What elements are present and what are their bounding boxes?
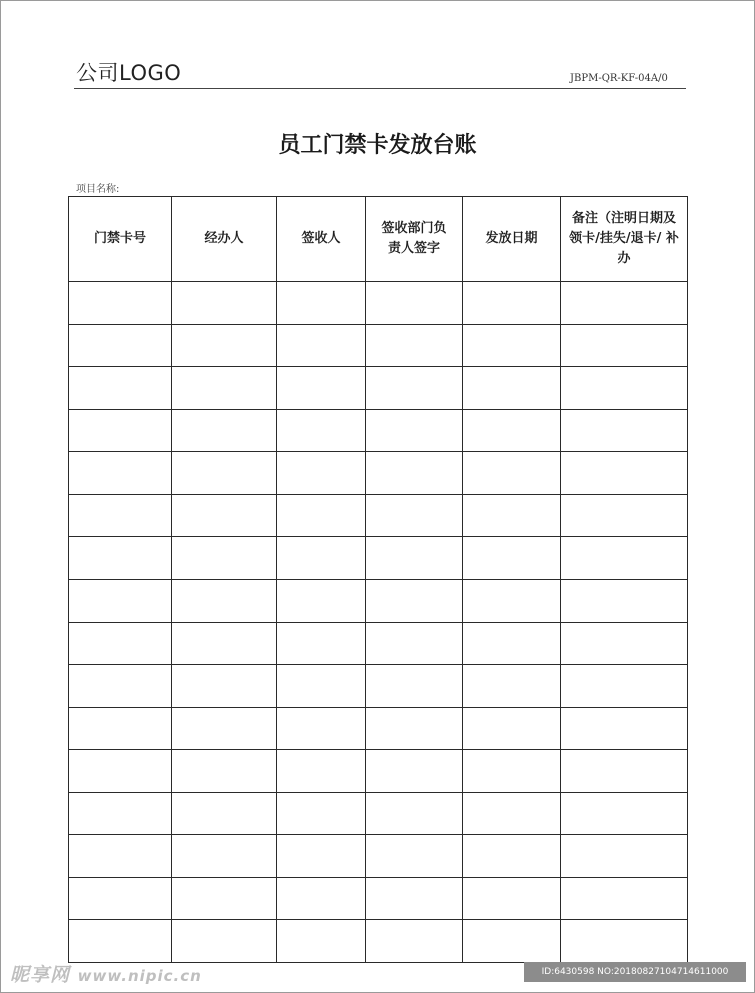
- table-cell[interactable]: [366, 622, 463, 665]
- table-cell[interactable]: [69, 452, 172, 495]
- table-cell[interactable]: [366, 324, 463, 367]
- table-cell[interactable]: [463, 409, 561, 452]
- table-cell[interactable]: [172, 494, 277, 537]
- table-cell[interactable]: [277, 707, 366, 750]
- ledger-table-body: [69, 282, 688, 963]
- table-cell[interactable]: [561, 367, 688, 410]
- table-cell[interactable]: [69, 579, 172, 622]
- table-cell[interactable]: [366, 835, 463, 878]
- column-header-remarks: 备注（注明日期及领卡/挂失/退卡/ 补办: [561, 197, 688, 282]
- table-cell[interactable]: [463, 750, 561, 793]
- table-row: [69, 665, 688, 708]
- table-cell[interactable]: [561, 409, 688, 452]
- column-header-issue-date: 发放日期: [463, 197, 561, 282]
- table-cell[interactable]: [172, 367, 277, 410]
- table-row: [69, 494, 688, 537]
- table-cell[interactable]: [69, 537, 172, 580]
- watermark-url: www.nipic.cn: [77, 967, 202, 985]
- page-title: 员工门禁卡发放台账: [278, 133, 477, 158]
- table-cell[interactable]: [561, 707, 688, 750]
- table-cell[interactable]: [277, 920, 366, 963]
- table-cell[interactable]: [463, 282, 561, 325]
- table-cell[interactable]: [366, 579, 463, 622]
- table-cell[interactable]: [172, 452, 277, 495]
- table-cell[interactable]: [366, 282, 463, 325]
- table-cell[interactable]: [277, 792, 366, 835]
- table-cell[interactable]: [69, 792, 172, 835]
- table-row: [69, 452, 688, 495]
- table-cell[interactable]: [561, 877, 688, 920]
- table-cell[interactable]: [172, 282, 277, 325]
- table-cell[interactable]: [561, 920, 688, 963]
- table-cell[interactable]: [463, 537, 561, 580]
- table-cell[interactable]: [463, 622, 561, 665]
- watermark: [10, 960, 202, 987]
- table-cell[interactable]: [366, 409, 463, 452]
- table-cell[interactable]: [172, 920, 277, 963]
- table-row: [69, 707, 688, 750]
- table-cell[interactable]: [366, 537, 463, 580]
- table-row: [69, 367, 688, 410]
- table-cell[interactable]: [69, 367, 172, 410]
- table-cell[interactable]: [463, 835, 561, 878]
- table-cell[interactable]: [277, 835, 366, 878]
- table-cell[interactable]: [561, 750, 688, 793]
- project-name-label: 项目名称:: [76, 184, 120, 195]
- table-row: [69, 579, 688, 622]
- table-row: [69, 877, 688, 920]
- table-cell[interactable]: [463, 920, 561, 963]
- table-cell[interactable]: [69, 324, 172, 367]
- table-row: [69, 792, 688, 835]
- table-row: [69, 920, 688, 963]
- table-cell[interactable]: [172, 877, 277, 920]
- table-cell[interactable]: [561, 324, 688, 367]
- table-cell[interactable]: [277, 282, 366, 325]
- table-row: [69, 835, 688, 878]
- table-cell[interactable]: [366, 367, 463, 410]
- table-cell[interactable]: [277, 324, 366, 367]
- table-cell[interactable]: [172, 622, 277, 665]
- table-cell[interactable]: [561, 579, 688, 622]
- table-cell[interactable]: [463, 494, 561, 537]
- table-cell[interactable]: [172, 792, 277, 835]
- table-cell[interactable]: [172, 409, 277, 452]
- table-cell[interactable]: [463, 707, 561, 750]
- table-cell[interactable]: [561, 835, 688, 878]
- table-row: [69, 282, 688, 325]
- column-header-dept-head-signature: 签收部门负责人签字: [366, 197, 463, 282]
- table-cell[interactable]: [561, 665, 688, 708]
- company-logo: 公司LOGO: [76, 61, 182, 85]
- table-cell[interactable]: [463, 452, 561, 495]
- table-cell[interactable]: [277, 409, 366, 452]
- table-cell[interactable]: [561, 537, 688, 580]
- table-cell[interactable]: [69, 665, 172, 708]
- table-cell[interactable]: [463, 579, 561, 622]
- table-cell[interactable]: [366, 877, 463, 920]
- document-code: JBPM-QR-KF-04A/0: [570, 73, 668, 84]
- table-cell[interactable]: [172, 835, 277, 878]
- table-cell[interactable]: [69, 622, 172, 665]
- table-header-row: [69, 197, 688, 282]
- table-cell[interactable]: [172, 324, 277, 367]
- table-cell[interactable]: [277, 367, 366, 410]
- table-cell[interactable]: [366, 452, 463, 495]
- table-cell[interactable]: [561, 494, 688, 537]
- table-cell[interactable]: [277, 877, 366, 920]
- table-cell[interactable]: [69, 707, 172, 750]
- table-cell[interactable]: [463, 877, 561, 920]
- header-divider: [74, 88, 686, 89]
- table-cell[interactable]: [172, 579, 277, 622]
- table-cell[interactable]: [463, 367, 561, 410]
- table-cell[interactable]: [277, 622, 366, 665]
- table-cell[interactable]: [277, 452, 366, 495]
- table-cell[interactable]: [277, 750, 366, 793]
- table-cell[interactable]: [366, 707, 463, 750]
- table-row: [69, 324, 688, 367]
- table-cell[interactable]: [69, 877, 172, 920]
- table-cell[interactable]: [69, 835, 172, 878]
- ledger-table: [68, 196, 688, 963]
- table-cell[interactable]: [172, 537, 277, 580]
- table-row: [69, 622, 688, 665]
- column-header-handler: 经办人: [172, 197, 277, 282]
- table-cell[interactable]: [277, 579, 366, 622]
- table-cell[interactable]: [366, 920, 463, 963]
- table-cell[interactable]: [561, 792, 688, 835]
- table-cell[interactable]: [172, 750, 277, 793]
- table-cell[interactable]: [561, 282, 688, 325]
- table-cell[interactable]: [366, 750, 463, 793]
- table-cell[interactable]: [69, 494, 172, 537]
- table-row: [69, 537, 688, 580]
- table-row: [69, 409, 688, 452]
- table-cell[interactable]: [69, 750, 172, 793]
- ledger-table-container: [68, 196, 687, 963]
- table-cell[interactable]: [277, 494, 366, 537]
- table-cell[interactable]: [172, 707, 277, 750]
- image-id-strip: ID:6430598 NO:20180827104714611000: [524, 962, 746, 982]
- table-cell[interactable]: [277, 537, 366, 580]
- table-cell[interactable]: [463, 792, 561, 835]
- table-cell[interactable]: [366, 792, 463, 835]
- table-cell[interactable]: [69, 409, 172, 452]
- column-header-recipient: 签收人: [277, 197, 366, 282]
- table-cell[interactable]: [277, 665, 366, 708]
- table-cell[interactable]: [463, 665, 561, 708]
- table-cell[interactable]: [561, 622, 688, 665]
- table-cell[interactable]: [463, 324, 561, 367]
- table-cell[interactable]: [69, 282, 172, 325]
- watermark-site-name: 昵享网: [10, 964, 71, 986]
- table-cell[interactable]: [69, 920, 172, 963]
- table-cell[interactable]: [366, 494, 463, 537]
- table-row: [69, 750, 688, 793]
- table-cell[interactable]: [561, 452, 688, 495]
- column-header-card-number: 门禁卡号: [69, 197, 172, 282]
- table-cell[interactable]: [172, 665, 277, 708]
- table-cell[interactable]: [366, 665, 463, 708]
